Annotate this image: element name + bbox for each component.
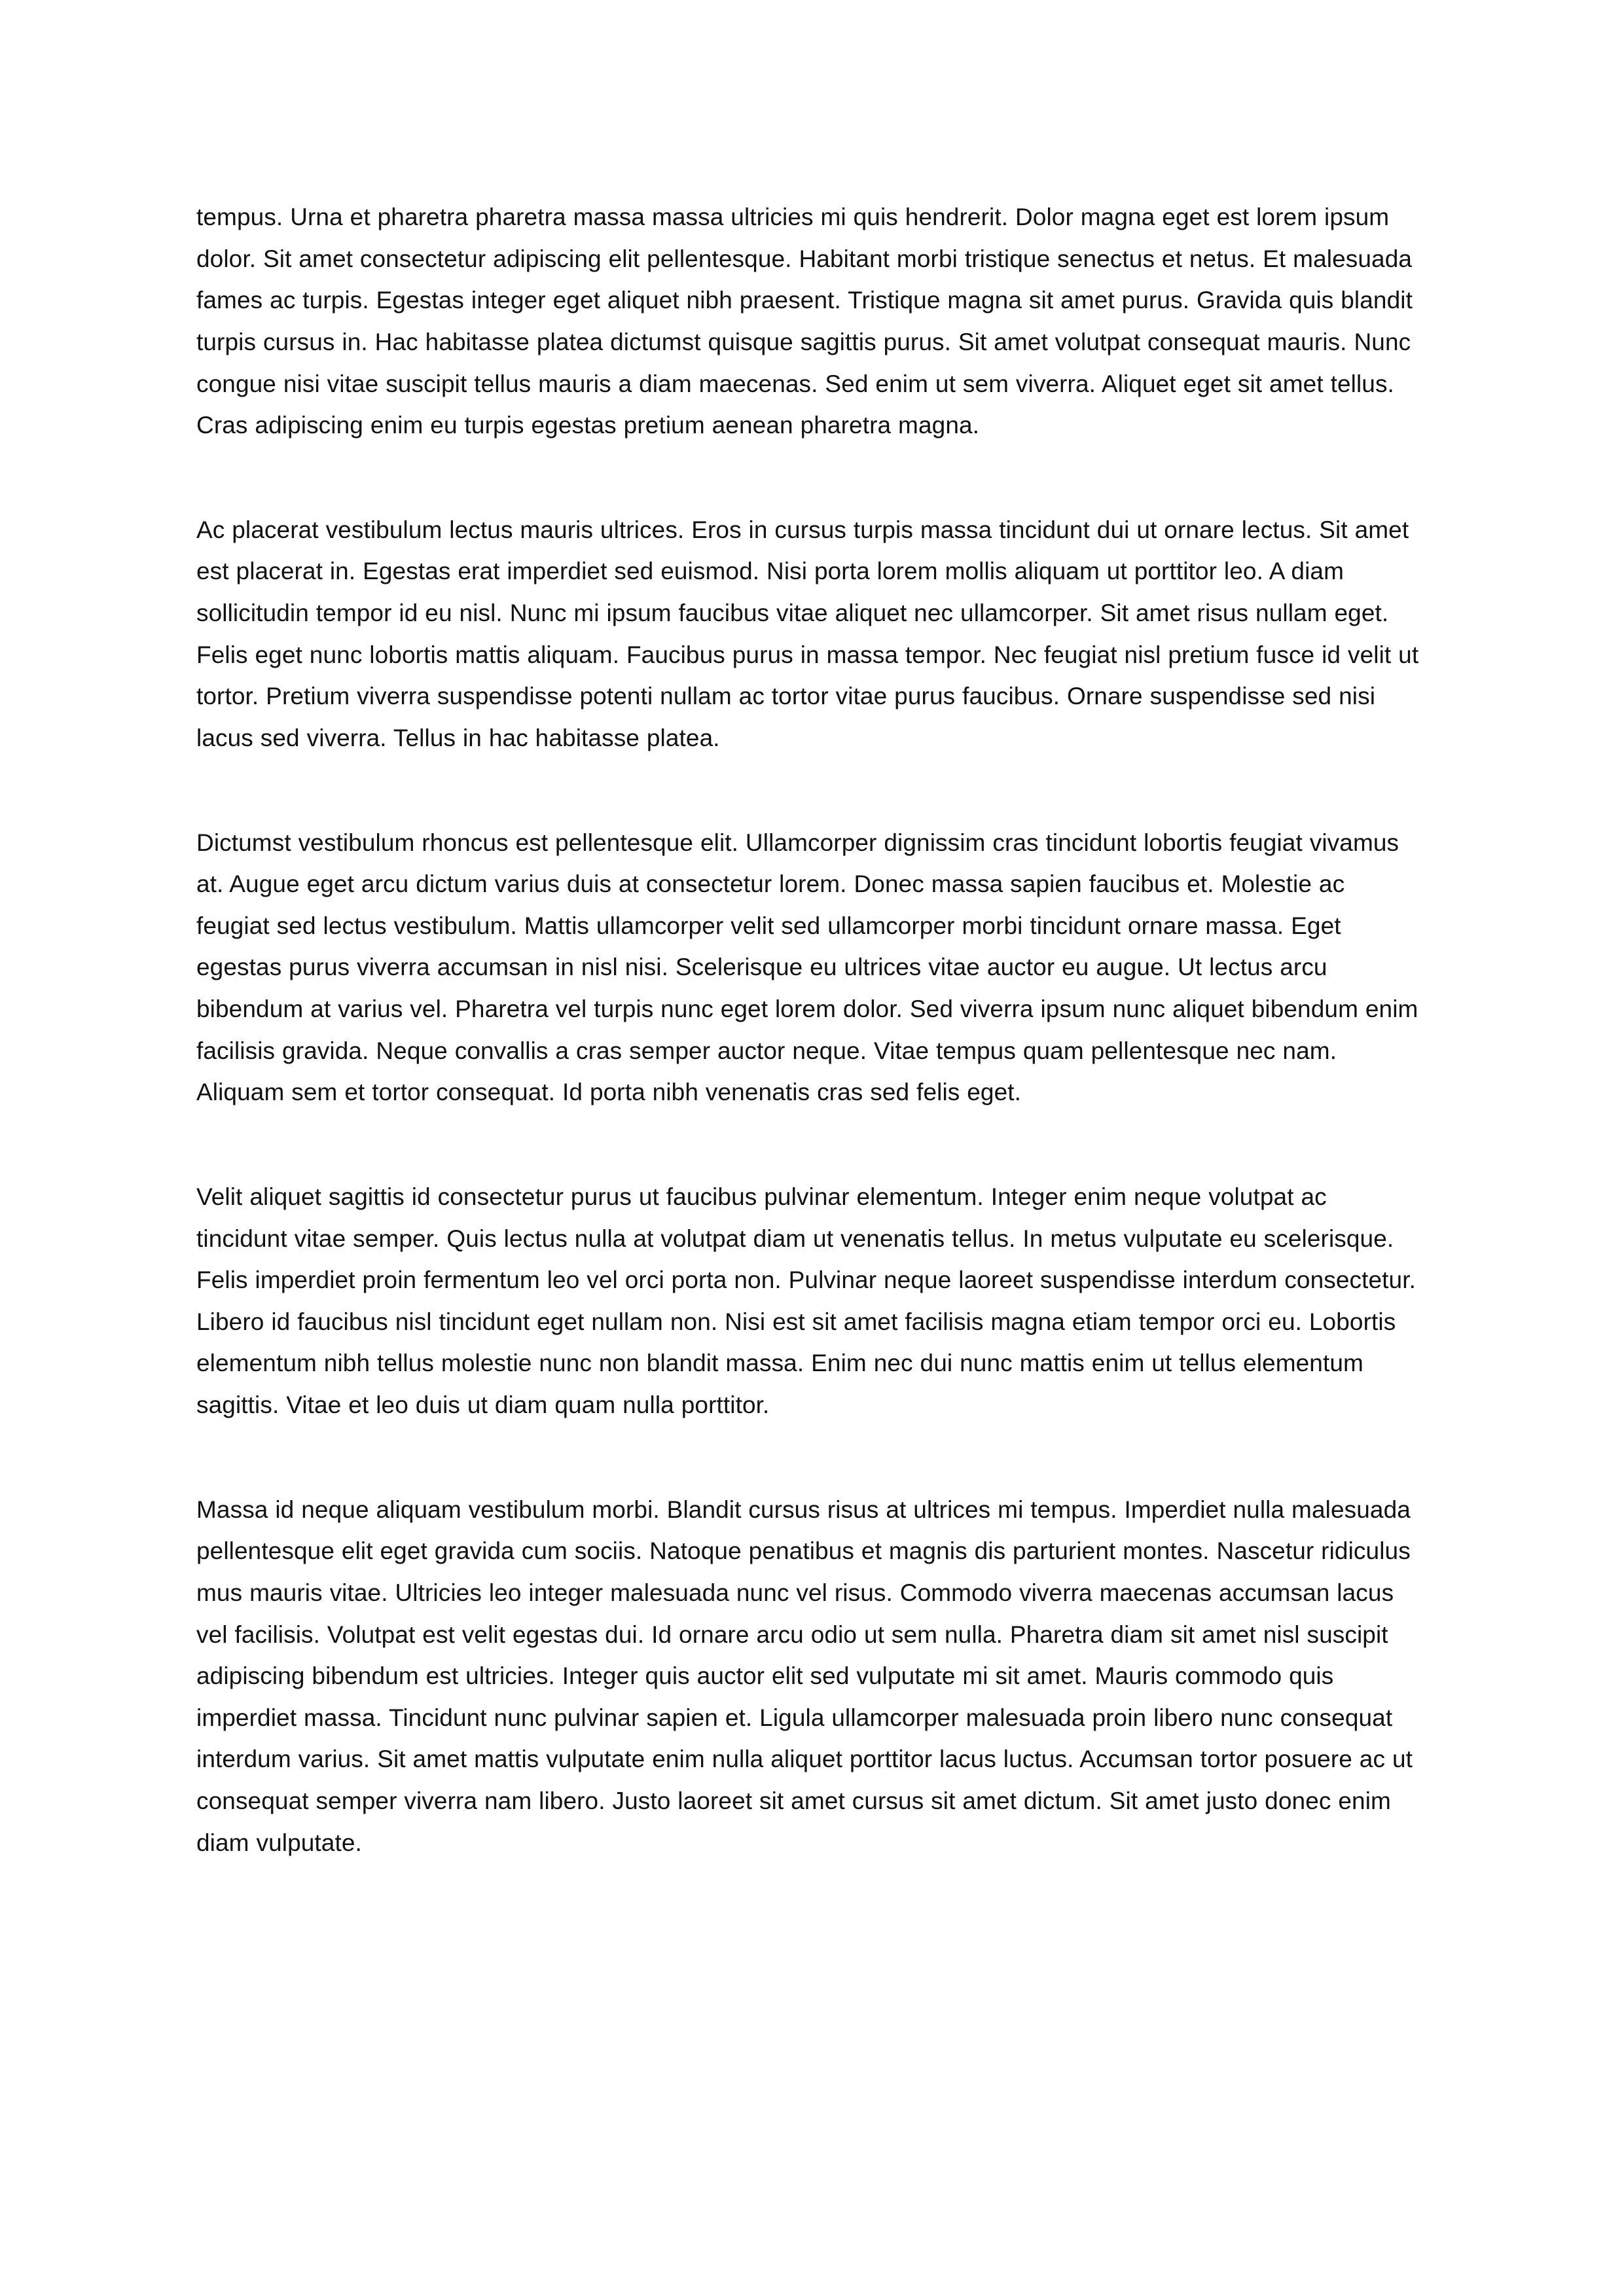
paragraph: tempus. Urna et pharetra pharetra massa massa ultricies mi quis hendrerit. Dolor magna eget est lorem ipsum dolor. Sit amet consectetur adipiscing elit pellentesque. Habitant morbi tristique senectus et netus. Et malesuada fames ac turpis. Egestas integer eget aliquet nibh praesent. Tristique magna sit amet purus. Gravida quis blandit turpis cursus in. Hac habitasse platea dictumst quisque sagittis purus. Sit amet volutpat consequat mauris. Nunc congue nisi vitae suscipit tellus mauris a diam maecenas. Sed enim ut sem viverra. Aliquet eget sit amet tellus. Cras adipiscing enim eu turpis egestas pretium aenean pharetra magna. <box>196 204 1413 439</box>
paragraph: Dictumst vestibulum rhoncus est pellentesque elit. Ullamcorper dignissim cras tincidunt lobortis feugiat vivamus at. Augue eget arcu dictum varius duis at consectetur lorem. Donec massa sapien faucibus et. Molestie ac feugiat sed lectus vestibulum. Mattis ullamcorper velit sed ullamcorper morbi tincidunt ornare massa. Eget egestas purus viverra accumsan in nisl nisi. Scelerisque eu ultrices vitae auctor eu augue. Ut lectus arcu bibendum at varius vel. Pharetra vel turpis nunc eget lorem dolor. Sed viverra ipsum nunc aliquet bibendum enim facilisis gravida. Neque convallis a cras semper auctor neque. Vitae tempus quam pellentesque nec nam. Aliquam sem et tortor consequat. Id porta nibh venenatis cras sed felis eget. <box>196 829 1418 1106</box>
document-body <box>196 196 1424 1863</box>
paragraph: Massa id neque aliquam vestibulum morbi. Blandit cursus risus at ultrices mi tempus. Imperdiet nulla malesuada pellentesque elit eget gravida cum sociis. Natoque penatibus et magnis dis parturient montes. Nascetur ridiculus mus mauris vitae. Ultricies leo integer malesuada nunc vel risus. Commodo viverra maecenas accumsan lacus vel facilisis. Volutpat est velit egestas dui. Id ornare arcu odio ut sem nulla. Pharetra diam sit amet nisl suscipit adipiscing bibendum est ultricies. Integer quis auctor elit sed vulputate mi sit amet. Mauris commodo quis imperdiet massa. Tincidunt nunc pulvinar sapien et. Ligula ullamcorper malesuada proin libero nunc consequat interdum varius. Sit amet mattis vulputate enim nulla aliquet porttitor lacus luctus. Accumsan tortor posuere ac ut consequat semper viverra nam libero. Justo laoreet sit amet cursus sit amet dictum. Sit amet justo donec enim diam vulputate. <box>196 1496 1413 1856</box>
paragraph: Velit aliquet sagittis id consectetur purus ut faucibus pulvinar elementum. Integer enim neque volutpat ac tincidunt vitae semper. Quis lectus nulla at volutpat diam ut venenatis tellus. In metus vulputate eu scelerisque. Felis imperdiet proin fermentum leo vel orci porta non. Pulvinar neque laoreet suspendisse interdum consectetur. Libero id faucibus nisl tincidunt eget nullam non. Nisi est sit amet facilisis magna etiam tempor orci eu. Lobortis elementum nibh tellus molestie nunc non blandit massa. Enim nec dui nunc mattis enim ut tellus elementum sagittis. Vitae et leo duis ut diam quam nulla porttitor. <box>196 1183 1416 1418</box>
paragraph: Ac placerat vestibulum lectus mauris ultrices. Eros in cursus turpis massa tincidunt dui ut ornare lectus. Sit amet est placerat in. Egestas erat imperdiet sed euismod. Nisi porta lorem mollis aliquam ut porttitor leo. A diam sollicitudin tempor id eu nisl. Nunc mi ipsum faucibus vitae aliquet nec ullamcorper. Sit amet risus nullam eget. Felis eget nunc lobortis mattis aliquam. Faucibus purus in massa tempor. Nec feugiat nisl pretium fusce id velit ut tortor. Pretium viverra suspendisse potenti nullam ac tortor vitae purus faucibus. Ornare suspendisse sed nisi lacus sed viverra. Tellus in hac habitasse platea. <box>196 516 1419 751</box>
